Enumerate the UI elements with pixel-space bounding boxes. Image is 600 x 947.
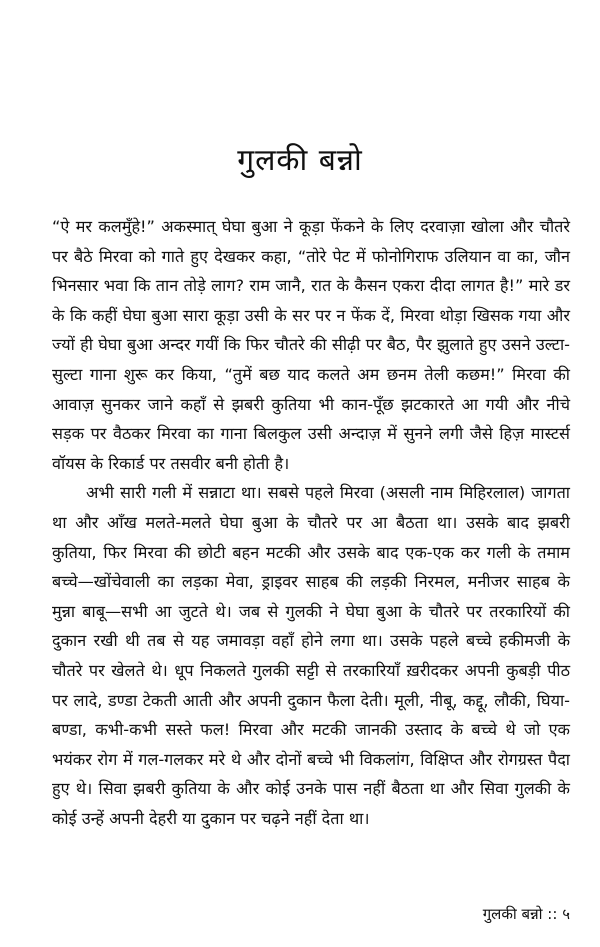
chapter-title: गुलकी बन्नो [237, 143, 363, 178]
chapter-body [52, 212, 570, 833]
footer-separator: :: [547, 905, 558, 923]
running-title: गुलकी बन्नो [482, 905, 543, 923]
paragraph: अभी सारी गली में सन्नाटा था। सबसे पहले मिरवा (असली नाम मिहिरलाल) जागता था और आँख मलते-मलते घेघा बुआ के चौतरे पर आ बैठता था। उसके बाद झबरी कुतिया, फिर मिरवा की छोटी बहन मटकी और उसके बाद एक-एक कर गली के तमाम बच्चे—खोंचेवाली का लड़का मेवा, ड्राइवर साहब की लड़की निरमल, मनीजर साहब के मुन्ना बाबू—सभी आ जुटते थे। जब से गुलकी ने घेघा बुआ के चौतरे पर तरकारियों की दुकान रखी थी तब से यह जमावड़ा वहाँ होने लगा था। उसके पहले बच्चे हकीमजी के चौतरे पर खेलते थे। धूप निकलते गुलकी सट्टी से तरकारियाँ ख़रीदकर अपनी कुबड़ी पीठ पर लादे, डण्डा टेकती आती और अपनी दुकान फैला देती। मूली, नीबू, कद्दू, लौकी, घिया-बण्डा, कभी-कभी सस्ते फल! मिरवा और मटकी जानकी उस्ताद के बच्चे थे जो एक भयंकर रोग में गल-गलकर मरे थे और दोनों बच्चे भी विकलांग, विक्षिप्त और रोगग्रस्त पैदा हुए थे। सिवा झबरी कुतिया के और कोई उनके पास नहीं बैठता था और सिवा गुलकी के कोई उन्हें अपनी देहरी या दुकान पर चढ़ने नहीं देता था। [52, 483, 570, 828]
paragraph: “ऐ मर कलमुँहे!” अकस्मात् घेघा बुआ ने कूड़ा फेंकने के लिए दरवाज़ा खोला और चौतरे पर बैठे मिरवा को गाते हुए देखकर कहा, “तोरे पेट में फोनोगिराफ उलियान वा का, जौन भिनसार भवा कि तान तोड़े लाग? राम जानै, रात के कैसन एकरा दीदा लागत है!” मारे डर के कि कहीं घेघा बुआ सारा कूड़ा उसी के सर पर न फेंक दें, मिरवा थोड़ा खिसक गया और ज्यों ही घेघा बुआ अन्दर गयीं कि फिर चौतरे की सीढ़ी पर बैठ, पैर झुलाते हुए उसने उल्टा-सुल्टा गाना शुरू कर किया, “तुमें बछ याद कलते अम छनम तेली कछम!” मिरवा की आवाज़ सुनकर जाने कहाँ से झबरी कुतिया भी कान-पूँछ झटकारते आ गयी और नीचे सड़क पर वैठकर मिरवा का गाना बिलकुल उसी अन्दाज़ में सुनने लगी जैसे हिज़ मास्टर्स वॉयस के रिकार्ड पर तसवीर बनी होती है। [52, 217, 570, 473]
page-number: ५ [562, 905, 570, 923]
page-footer [483, 904, 570, 924]
